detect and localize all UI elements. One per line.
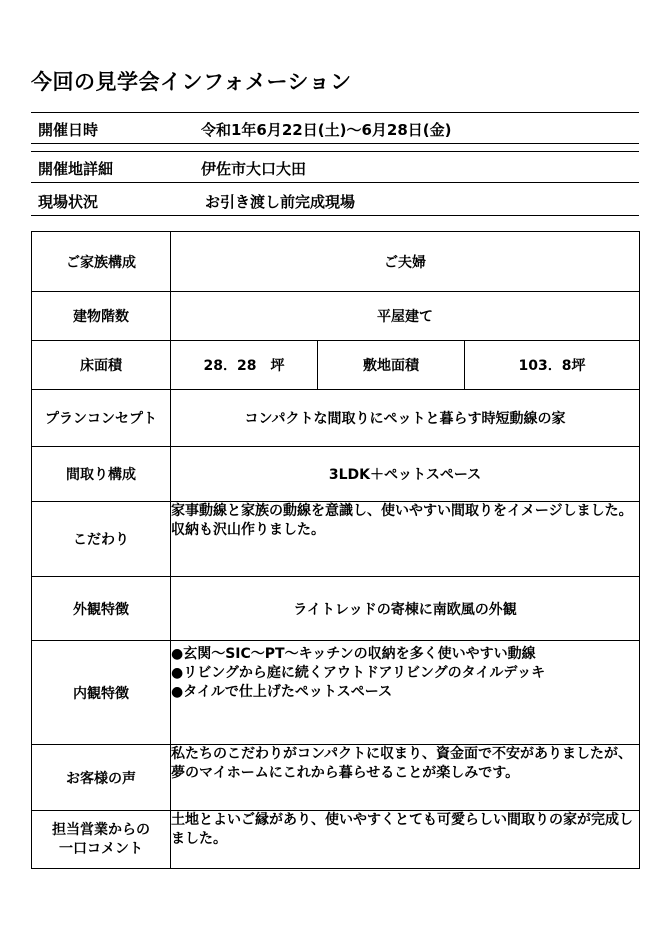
value-floor-area: 28．28 坪	[171, 341, 318, 390]
row-floors	[32, 292, 640, 341]
interior-item: ●タイルで仕上げたペットスペース	[171, 684, 393, 700]
value-commitment: 家事動線と家族の動線を意識し、使いやすい間取りをイメージしました。収納も沢山作りました。	[171, 502, 640, 577]
label-concept: プランコンセプト	[32, 390, 171, 447]
value-site-area: 103．8坪	[465, 341, 640, 390]
row-interior	[32, 641, 640, 745]
row-area	[32, 341, 640, 390]
label-site-area: 敷地面積	[318, 341, 465, 390]
label-interior: 内観特徴	[32, 641, 171, 745]
info-value-date: 令和1年6月22日(土)～6月28日(金)	[201, 121, 452, 139]
label-commitment: こだわり	[32, 502, 171, 577]
row-exterior	[32, 577, 640, 641]
row-commitment	[32, 502, 640, 577]
page-title: 今回の見学会インフォメーション	[31, 70, 352, 94]
row-sales-comment	[32, 811, 640, 869]
label-customer-voice: お客様の声	[32, 745, 171, 811]
info-value-location: 伊佐市大口大田	[201, 160, 307, 178]
row-customer-voice	[32, 745, 640, 811]
interior-item: ●玄関～SIC～PT～キッチンの収納を多く使いやすい動線	[171, 646, 536, 662]
interior-item: ●リビングから庭に続くアウトドアリビングのタイルデッキ	[171, 665, 546, 681]
value-customer-voice: 私たちのこだわりがコンパクトに収まり、資金面で不安がありましたが、夢のマイホームにこれから暮らせることが楽しみです。	[171, 745, 640, 811]
value-concept: コンパクトな間取りにペットと暮らす時短動線の家	[171, 390, 640, 447]
info-row-location	[31, 151, 639, 183]
info-value-status: お引き渡し前完成現場	[205, 193, 356, 211]
row-family	[32, 232, 640, 292]
info-label-location: 開催地詳細	[38, 160, 114, 178]
label-floors: 建物階数	[32, 292, 171, 341]
value-exterior: ライトレッドの寄棟に南欧風の外観	[171, 577, 640, 641]
info-row-status	[31, 185, 639, 216]
label-floor-area: 床面積	[32, 341, 171, 390]
info-row-date	[31, 112, 639, 144]
row-layout	[32, 447, 640, 502]
label-sales-comment	[32, 811, 171, 869]
label-sales-comment-line2: 一口コメント	[59, 840, 143, 857]
details-table	[31, 231, 640, 869]
row-concept	[32, 390, 640, 447]
value-layout: 3LDK＋ペットスペース	[171, 447, 640, 502]
value-interior	[171, 641, 640, 745]
value-family: ご夫婦	[171, 232, 640, 292]
label-family: ご家族構成	[32, 232, 171, 292]
value-sales-comment: 土地とよいご縁があり、使いやすくとても可愛らしい間取りの家が完成しました。	[171, 811, 640, 869]
info-label-date: 開催日時	[38, 121, 99, 139]
label-layout: 間取り構成	[32, 447, 171, 502]
label-exterior: 外観特徴	[32, 577, 171, 641]
value-floors: 平屋建て	[171, 292, 640, 341]
label-sales-comment-line1: 担当営業からの	[52, 821, 150, 838]
info-label-status: 現場状況	[38, 193, 99, 211]
